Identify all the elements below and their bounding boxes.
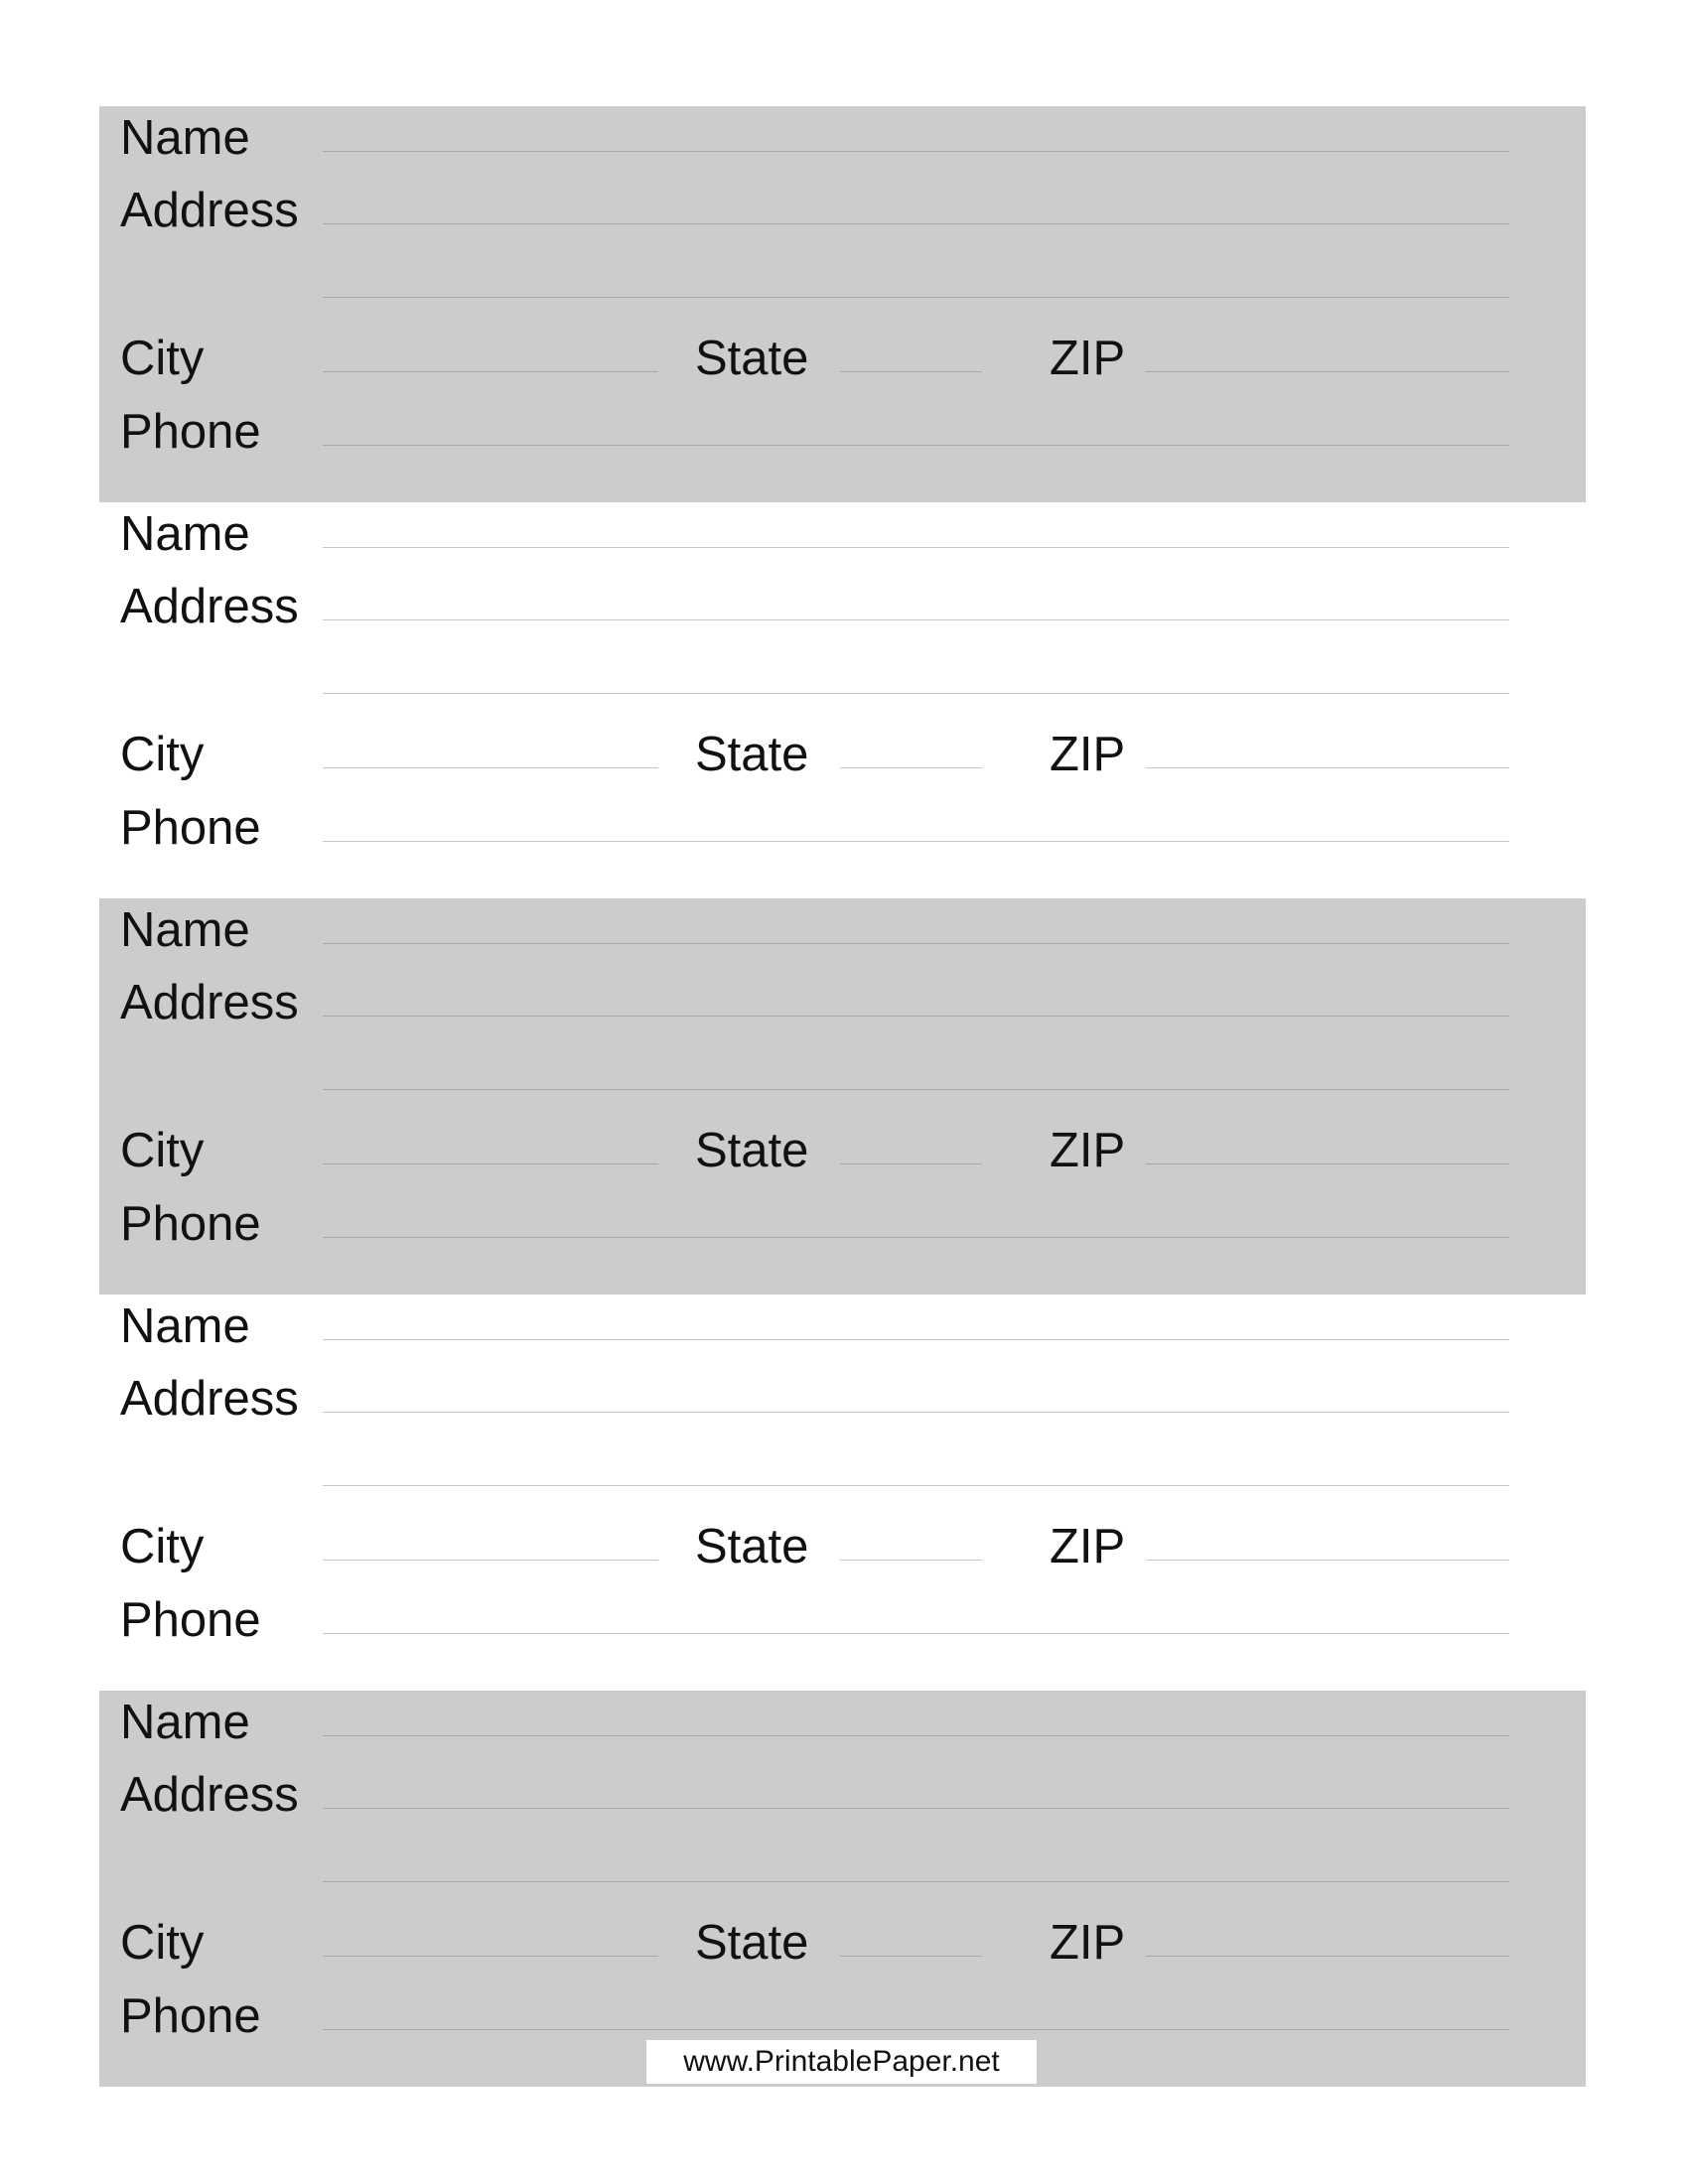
city-label: City — [120, 332, 205, 385]
address-card — [99, 502, 1586, 898]
address-line-2[interactable] — [323, 693, 1509, 694]
name-line[interactable] — [323, 1339, 1509, 1340]
address-line-1[interactable] — [323, 1412, 1509, 1413]
address-line-2[interactable] — [323, 1089, 1509, 1090]
address-card — [99, 1295, 1586, 1691]
city-label: City — [120, 728, 205, 781]
zip-line[interactable] — [1146, 767, 1509, 768]
phone-label: Phone — [120, 1197, 261, 1251]
phone-line[interactable] — [323, 445, 1509, 446]
state-line[interactable] — [840, 371, 982, 372]
zip-label: ZIP — [1050, 332, 1126, 385]
phone-label: Phone — [120, 405, 261, 459]
state-label: State — [695, 1520, 809, 1573]
zip-label: ZIP — [1050, 728, 1126, 781]
phone-line[interactable] — [323, 841, 1509, 842]
zip-label: ZIP — [1050, 1520, 1126, 1573]
address-line-2[interactable] — [323, 1881, 1509, 1882]
phone-label: Phone — [120, 801, 261, 855]
zip-label: ZIP — [1050, 1124, 1126, 1177]
name-label: Name — [120, 903, 250, 957]
phone-line[interactable] — [323, 2029, 1509, 2030]
state-label: State — [695, 1124, 809, 1177]
zip-line[interactable] — [1146, 1956, 1509, 1957]
name-label: Name — [120, 507, 250, 561]
address-line-1[interactable] — [323, 223, 1509, 224]
state-label: State — [695, 1916, 809, 1970]
address-card — [99, 106, 1586, 502]
city-line[interactable] — [323, 371, 658, 372]
name-label: Name — [120, 1696, 250, 1749]
address-line-2[interactable] — [323, 1485, 1509, 1486]
zip-line[interactable] — [1146, 1163, 1509, 1164]
footer-url: www.PrintablePaper.net — [646, 2040, 1037, 2084]
phone-label: Phone — [120, 1593, 261, 1647]
address-label: Address — [120, 976, 299, 1029]
address-label: Address — [120, 580, 299, 633]
name-line[interactable] — [323, 547, 1509, 548]
city-label: City — [120, 1520, 205, 1573]
address-label: Address — [120, 184, 299, 237]
name-line[interactable] — [323, 943, 1509, 944]
address-label: Address — [120, 1372, 299, 1426]
address-line-1[interactable] — [323, 619, 1509, 620]
address-line-1[interactable] — [323, 1808, 1509, 1809]
address-label: Address — [120, 1768, 299, 1822]
state-label: State — [695, 332, 809, 385]
city-line[interactable] — [323, 1956, 658, 1957]
address-card — [99, 898, 1586, 1295]
state-line[interactable] — [840, 1560, 982, 1561]
name-line[interactable] — [323, 1735, 1509, 1736]
phone-label: Phone — [120, 1989, 261, 2043]
city-line[interactable] — [323, 1560, 658, 1561]
phone-line[interactable] — [323, 1633, 1509, 1634]
address-form-sheet — [99, 106, 1586, 2087]
city-label: City — [120, 1124, 205, 1177]
address-line-1[interactable] — [323, 1016, 1509, 1017]
zip-line[interactable] — [1146, 1560, 1509, 1561]
name-label: Name — [120, 1299, 250, 1353]
city-line[interactable] — [323, 1163, 658, 1164]
address-line-2[interactable] — [323, 297, 1509, 298]
address-card — [99, 1691, 1586, 2087]
phone-line[interactable] — [323, 1237, 1509, 1238]
state-label: State — [695, 728, 809, 781]
state-line[interactable] — [840, 767, 982, 768]
name-label: Name — [120, 111, 250, 165]
zip-label: ZIP — [1050, 1916, 1126, 1970]
city-label: City — [120, 1916, 205, 1970]
city-line[interactable] — [323, 767, 658, 768]
name-line[interactable] — [323, 151, 1509, 152]
zip-line[interactable] — [1146, 371, 1509, 372]
state-line[interactable] — [840, 1956, 982, 1957]
state-line[interactable] — [840, 1163, 982, 1164]
